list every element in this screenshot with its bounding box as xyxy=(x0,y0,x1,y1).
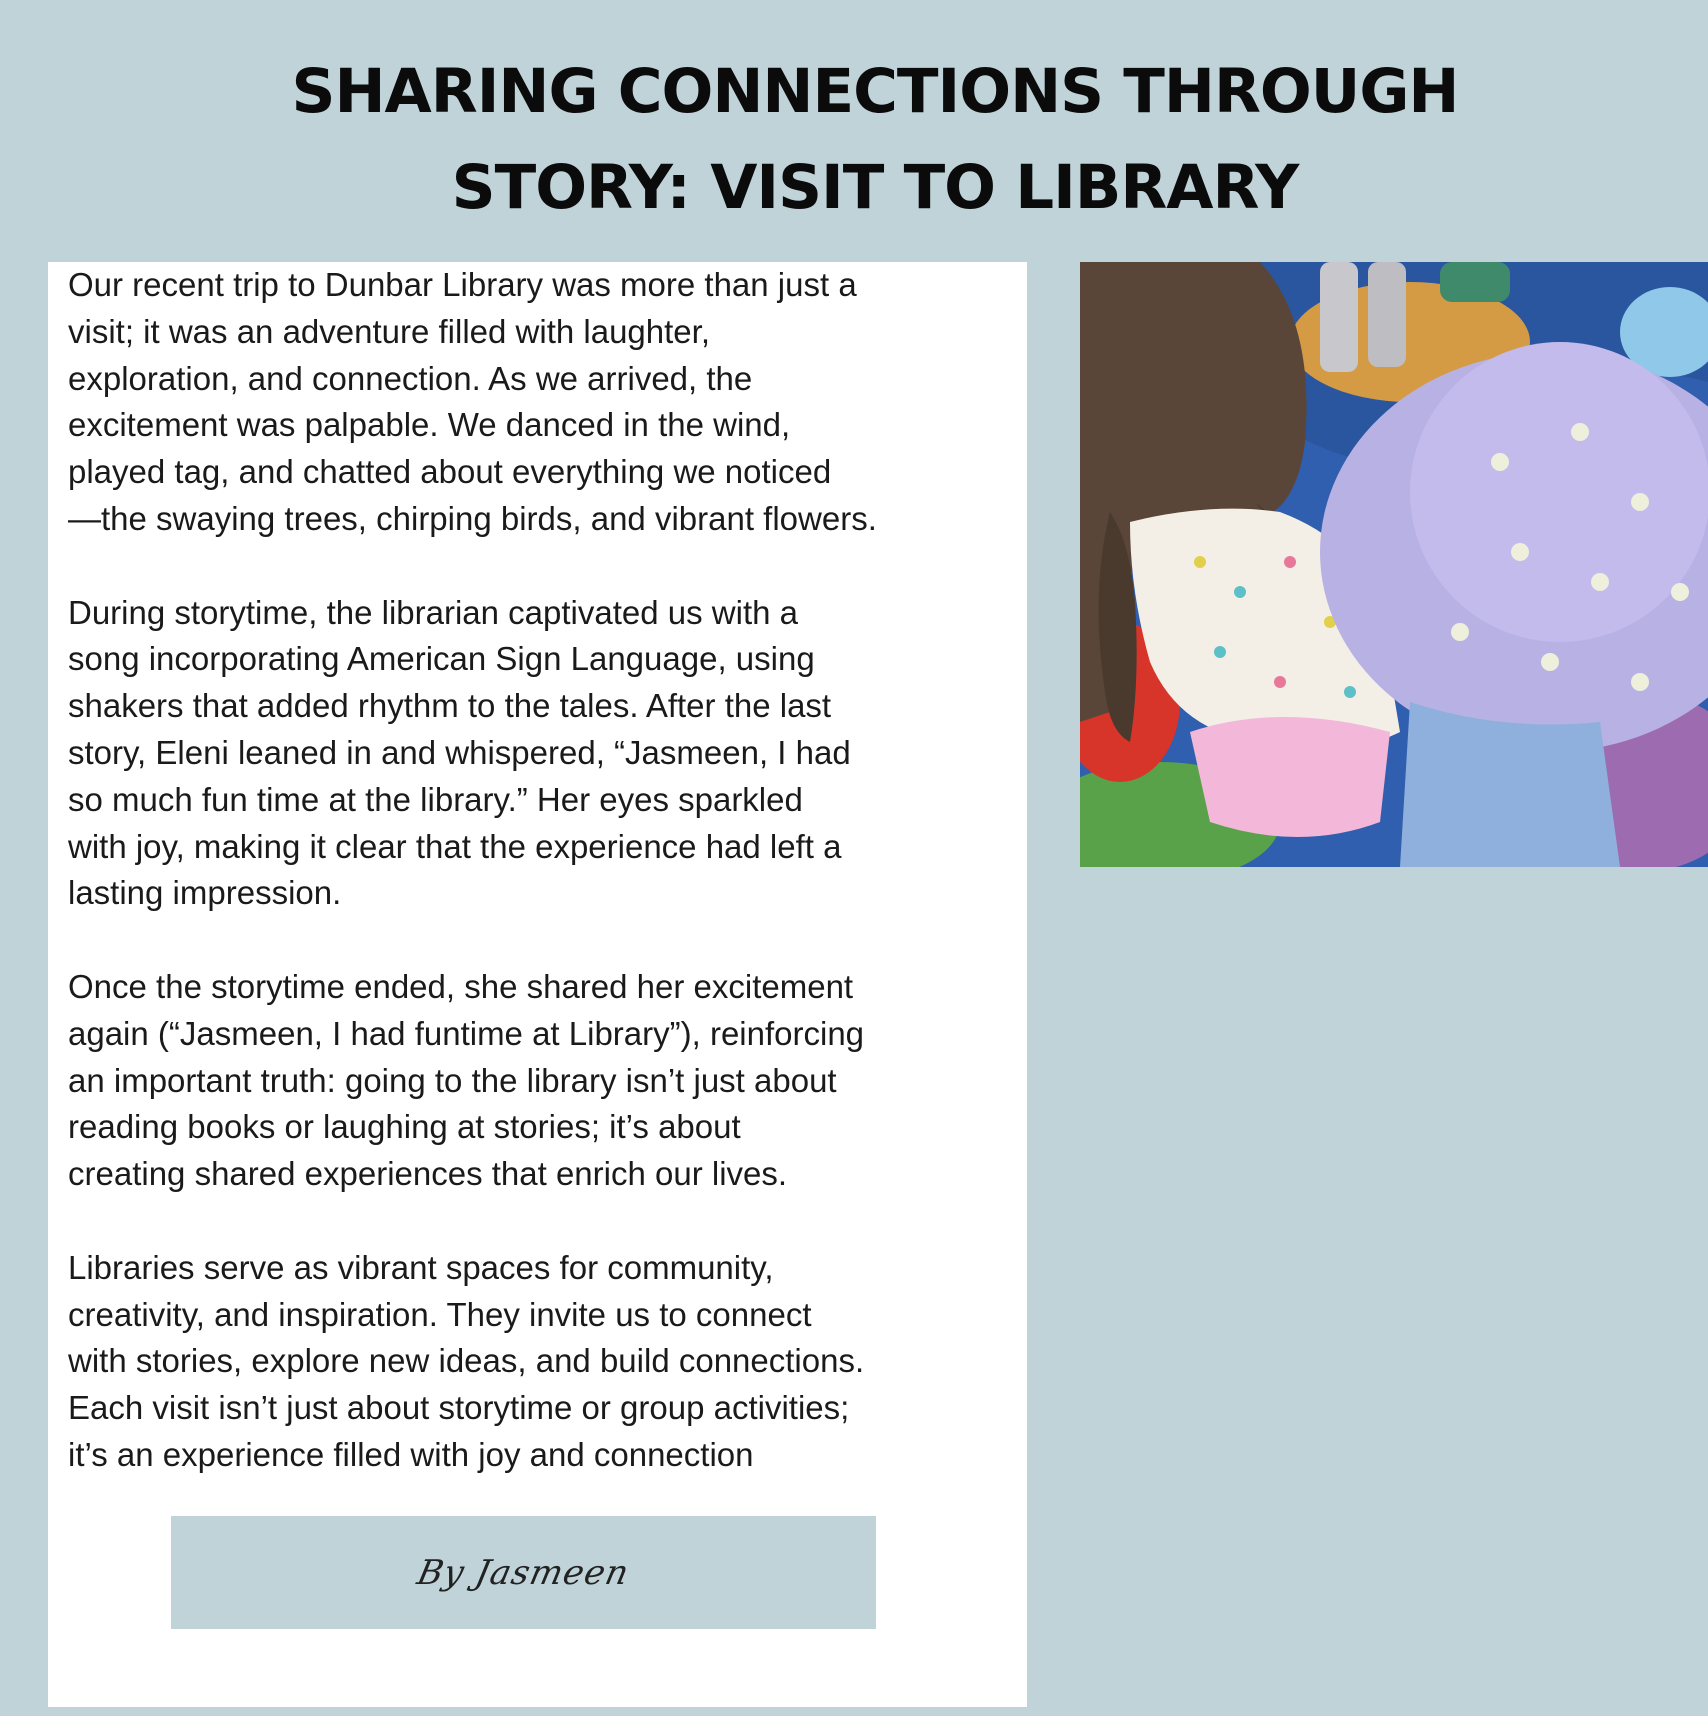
article-panel xyxy=(48,262,1027,1707)
paragraph-2: During storytime, the librarian captivated us with a song incorporating American Sign Language, using shakers that added rhythm to the tales. After the last story, Eleni leaned in and whispered, “Jasmeen, I had so much fun time at the library.” Her eyes sparkled with joy, making it clear that the experience had left a lasting impression. xyxy=(68,593,851,912)
paragraph-3: Once the storytime ended, she shared her excitement again (“Jasmeen, I had funtime at Library”), reinforcing an important truth: going to the library isn’t just about reading books or laughing at stories; it’s about creating shared experiences that enrich our lives. xyxy=(68,967,865,1193)
title-line-2: STORY: VISIT TO LIBRARY xyxy=(451,152,1299,223)
paragraph-4: Libraries serve as vibrant spaces for community, creativity, and inspiration. They invite us to connect with stories, explore new ideas, and build connections. Each visit isn’t just about storytime or group activities; it’s an experience filled with joy and connection xyxy=(68,1248,865,1473)
article-body xyxy=(68,262,1058,1526)
signature: By Jasmeen xyxy=(413,1552,634,1593)
children-photo xyxy=(1080,262,1708,867)
paragraph-1: Our recent trip to Dunbar Library was more than just a visit; it was an adventure filled with laughter, exploration, and connection. As we arrived, the excitement was palpable. We danced in the wind, played tag, and chatted about everything we noticed —the swaying trees, chirping birds, and vibrant flowers. xyxy=(68,266,877,537)
signature-box xyxy=(171,1516,876,1629)
title-line-1: SHARING CONNECTIONS THROUGH xyxy=(291,56,1459,127)
page-title xyxy=(0,44,1708,236)
children-photo-illustration xyxy=(1080,262,1708,867)
